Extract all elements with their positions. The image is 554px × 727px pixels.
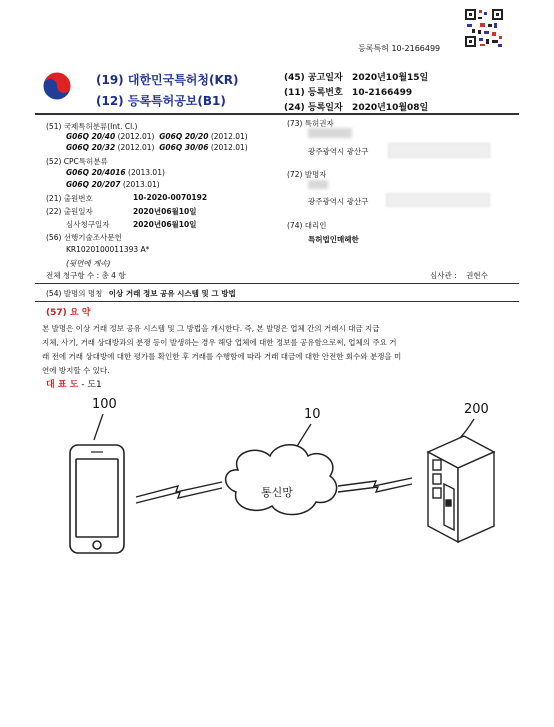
application-number-label: (21) 출원번호 [46,194,93,203]
cpc-date: (2013.01) [122,180,160,189]
ipc-code: G06Q 30/06 [159,143,209,152]
cpc-date: (2013.01) [128,168,165,177]
label-200: 200 [464,402,489,417]
publication-date: (45) 공고일자 2020년10월15일 [284,73,429,83]
abstract-line: 연에 방지할 수 있다. [42,366,110,375]
patentee-address: 광주광역시 광산구 [308,147,369,156]
label-100: 100 [92,397,117,412]
cpc-title: (52) CPC특허분류 [46,157,108,166]
abstract-line: 래 전에 거래 상대방에 대한 평가를 확인한 후 거래를 수행함에 따라 거래 대금에 대한 안전한 회수와 분쟁을 미 [42,352,402,361]
office-name: (19) 대한민국특허청(KR) [96,73,239,87]
patentee-title: (73) 특허권자 [287,119,334,128]
ipc-code: G06Q 20/40 [66,132,116,141]
inventor-title: (72) 발명자 [287,170,327,179]
network-cloud-icon [226,445,337,515]
registration-date: (24) 등록일자 2020년10월08일 [284,103,429,113]
examiner: 심사관 : 권현수 [430,271,488,280]
smartphone-icon [70,445,124,553]
agent-name: 특허법인매헤한 [308,235,359,244]
ipc-date: (2012.01) [210,143,248,152]
application-date: 2020년06월10일 [133,207,197,216]
ipc-date: (2012.01) [210,132,248,141]
abstract-line: 본 발명은 이상 거래 정보 공유 시스템 및 그 방법을 개시한다. 즉, 본 발명은 업체 간의 거래시 대금 지급 [42,324,380,333]
server-icon [428,436,494,542]
representative-figure-suffix: - 도1 [81,380,102,390]
exam-date: 2020년06월10일 [133,220,197,229]
abstract-heading: (57) 요 약 [46,308,91,318]
inventor-address: 광주광역시 광산구 [308,197,369,206]
ipc-code: G06Q 20/32 [66,143,116,152]
cpc-code: G06Q 20/207 [66,180,121,189]
title-label: (54) 발명의 명칭 [46,289,103,298]
network-label: 통신망 [261,486,293,499]
registration-no: (11) 등록번호 10-2166499 [284,88,413,98]
ipc-date: (2012.01) [117,132,155,141]
continued-note: (뒷면에 계속) [66,259,111,268]
abstract-line: 지체, 사기, 거래 상대방과의 분쟁 등이 발생하는 경우 해당 업체에 대한 정보를 공유함으로써, 업체의 주요 거 [42,338,397,347]
leader-line-10 [296,424,311,448]
prior-art-document: KR1020100011393 A* [66,245,150,254]
ipc-date: (2012.01) [117,143,155,152]
application-date-label: (22) 출원일자 [46,207,93,216]
exam-date-label: 심사청구일자 [66,220,110,229]
wireless-link-left [136,482,222,503]
leader-line-100 [94,414,103,440]
total-claims: 전체 청구항 수 : 총 4 항 [46,271,126,280]
cpc-code: G06Q 20/4016 [66,168,126,177]
registration-number-header: 등록특허 10-2166499 [358,44,441,53]
application-number: 10-2020-0070192 [133,193,208,202]
publication-type: (12) 등록특허공보(B1) [96,94,226,108]
prior-art-title: (56) 선행기술조사문헌 [46,233,122,242]
wireless-link-right [338,478,412,492]
ipc-code: G06Q 20/20 [159,132,209,141]
ipc-title: (51) 국제특허분류(Int. Cl.) [46,122,138,131]
label-10: 10 [304,407,321,422]
representative-figure-label: 대 표 도 [46,380,79,390]
invention-title: 이상 거래 정보 공유 시스템 및 그 방법 [108,289,236,298]
agent-title: (74) 대리인 [287,221,327,230]
